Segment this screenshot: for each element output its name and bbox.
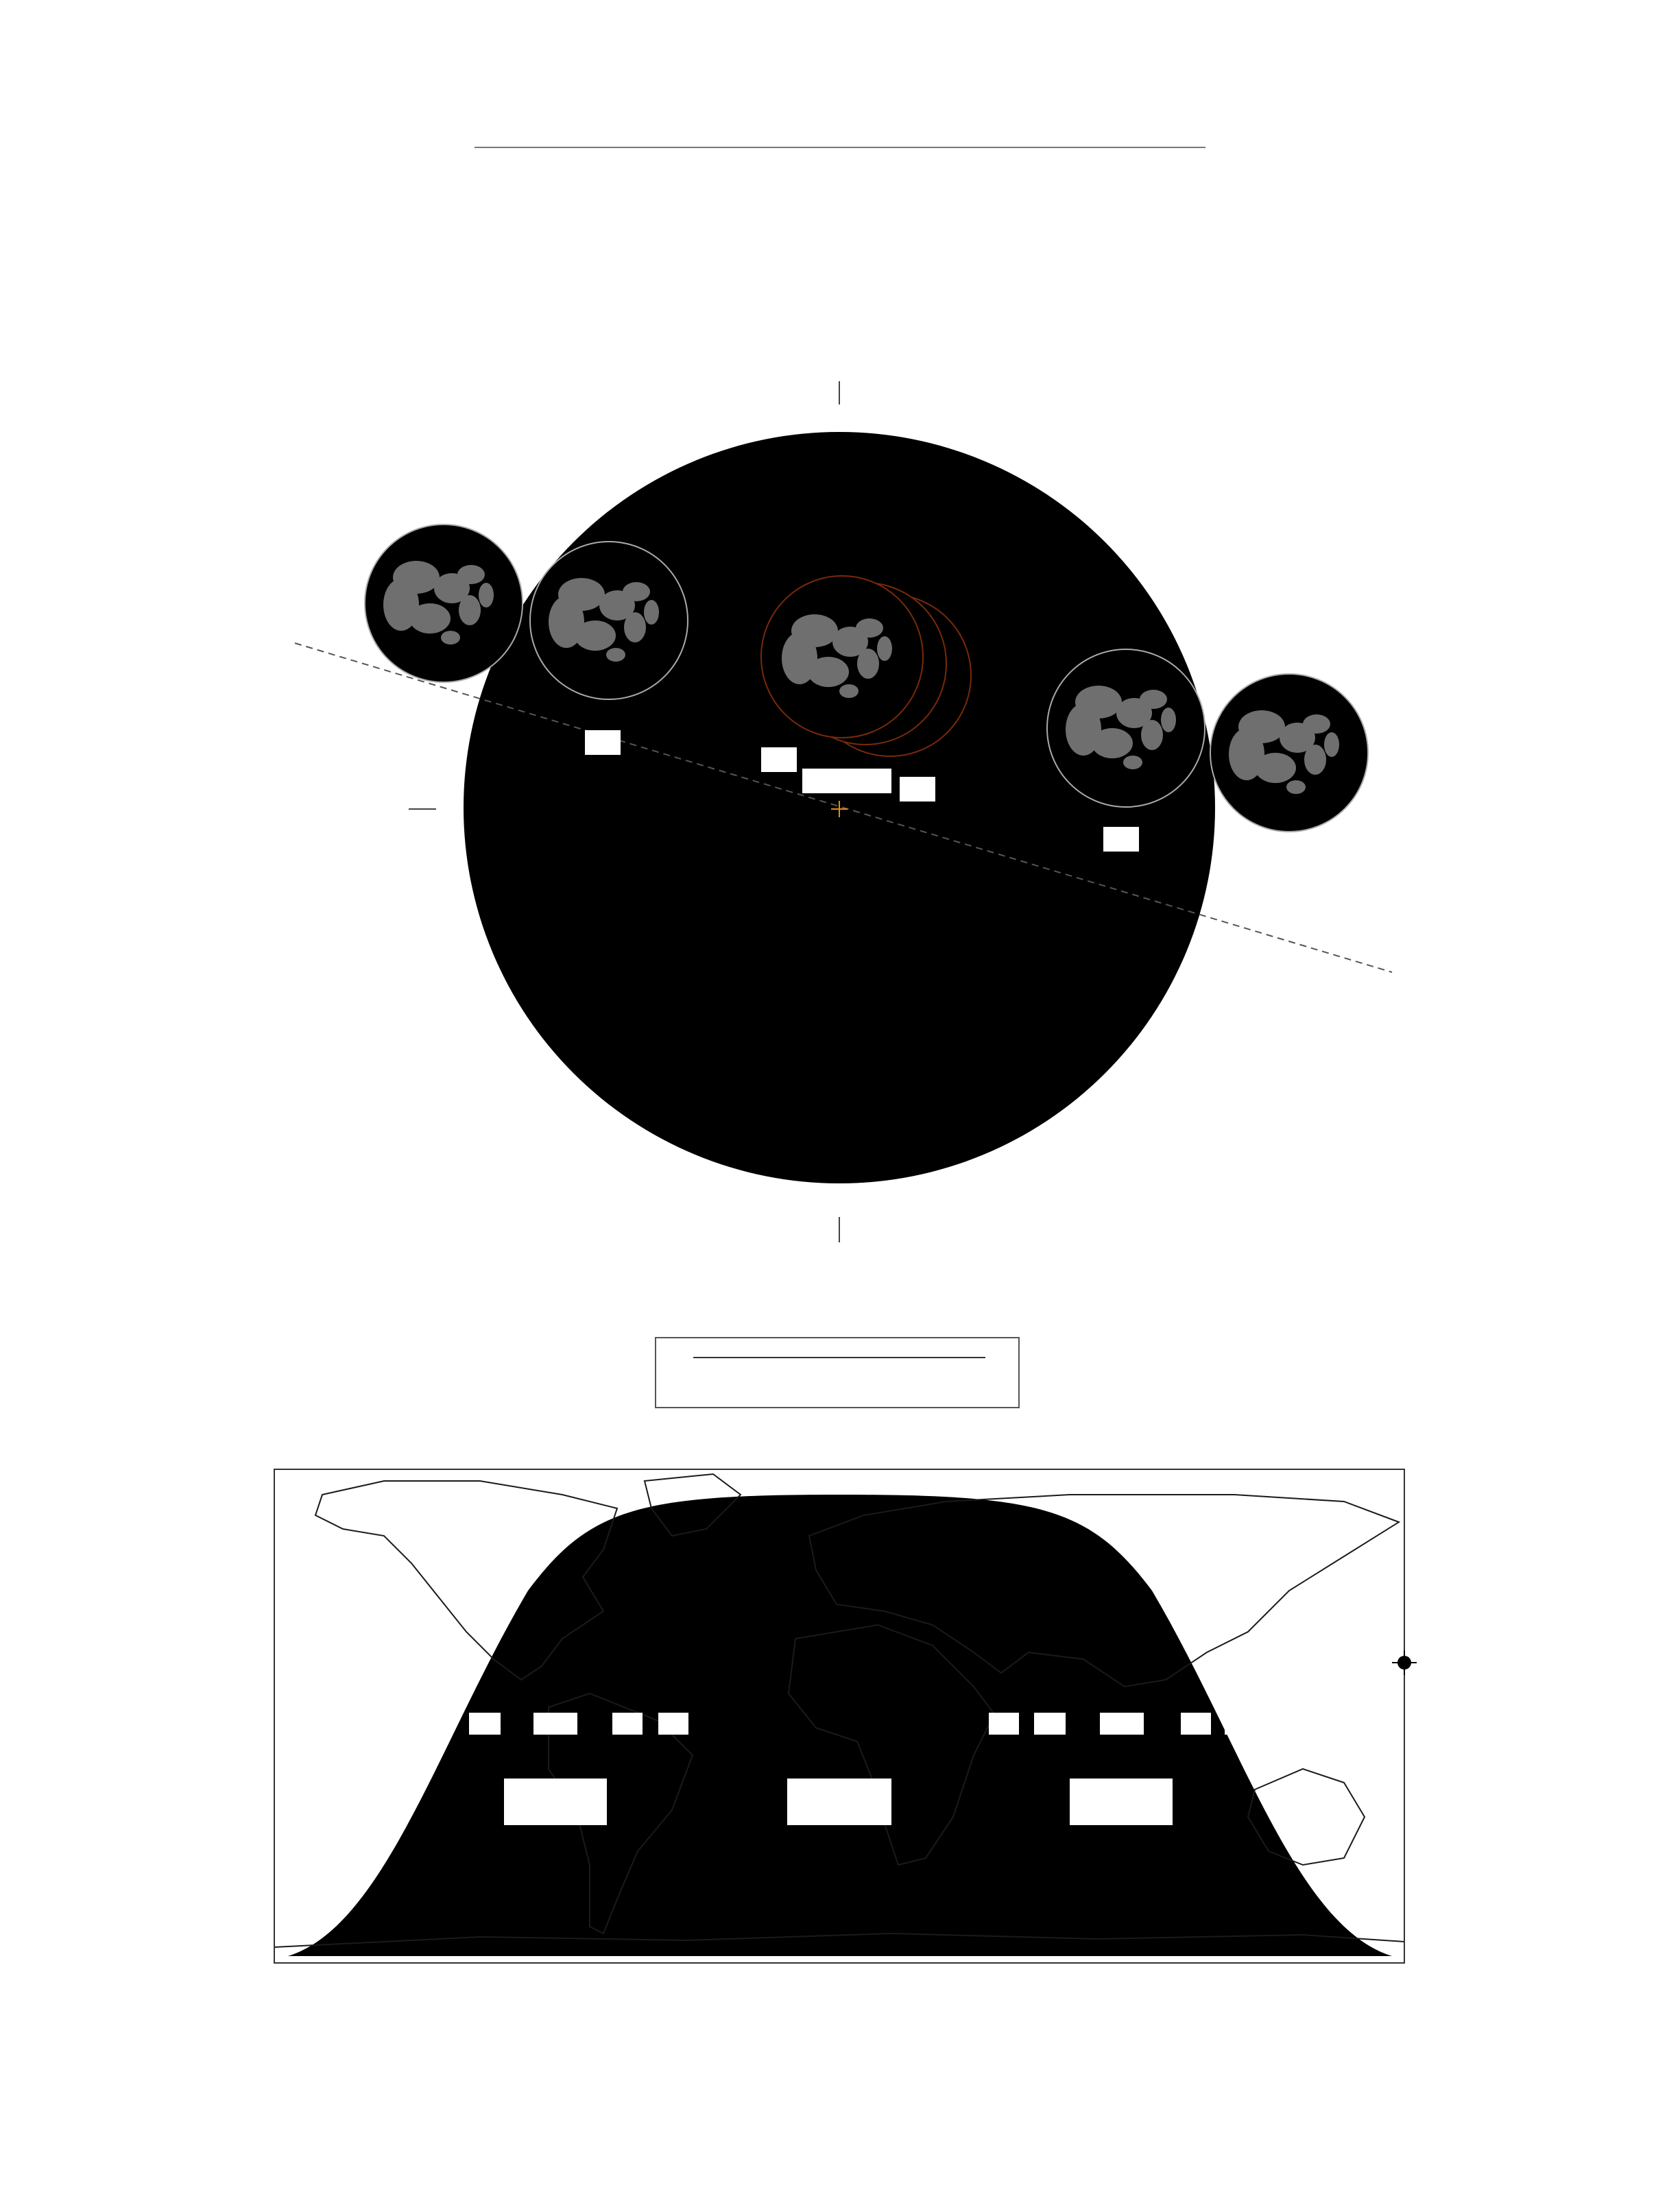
moon-p1	[1210, 674, 1368, 832]
moon-u4	[530, 542, 688, 699]
u4-label-bg	[585, 730, 621, 755]
greatest-label-bg	[802, 769, 891, 793]
scale-frame	[656, 1338, 1019, 1408]
u1-label-bg	[1103, 827, 1139, 852]
moon-u1	[1047, 649, 1205, 807]
arc-minute-scale	[655, 1337, 1025, 1412]
moon-u3	[761, 576, 923, 738]
visibility-map	[0, 1454, 1680, 2050]
u3-label-bg	[761, 747, 797, 772]
moon-p4	[365, 525, 523, 682]
u2-label-bg	[900, 777, 935, 801]
